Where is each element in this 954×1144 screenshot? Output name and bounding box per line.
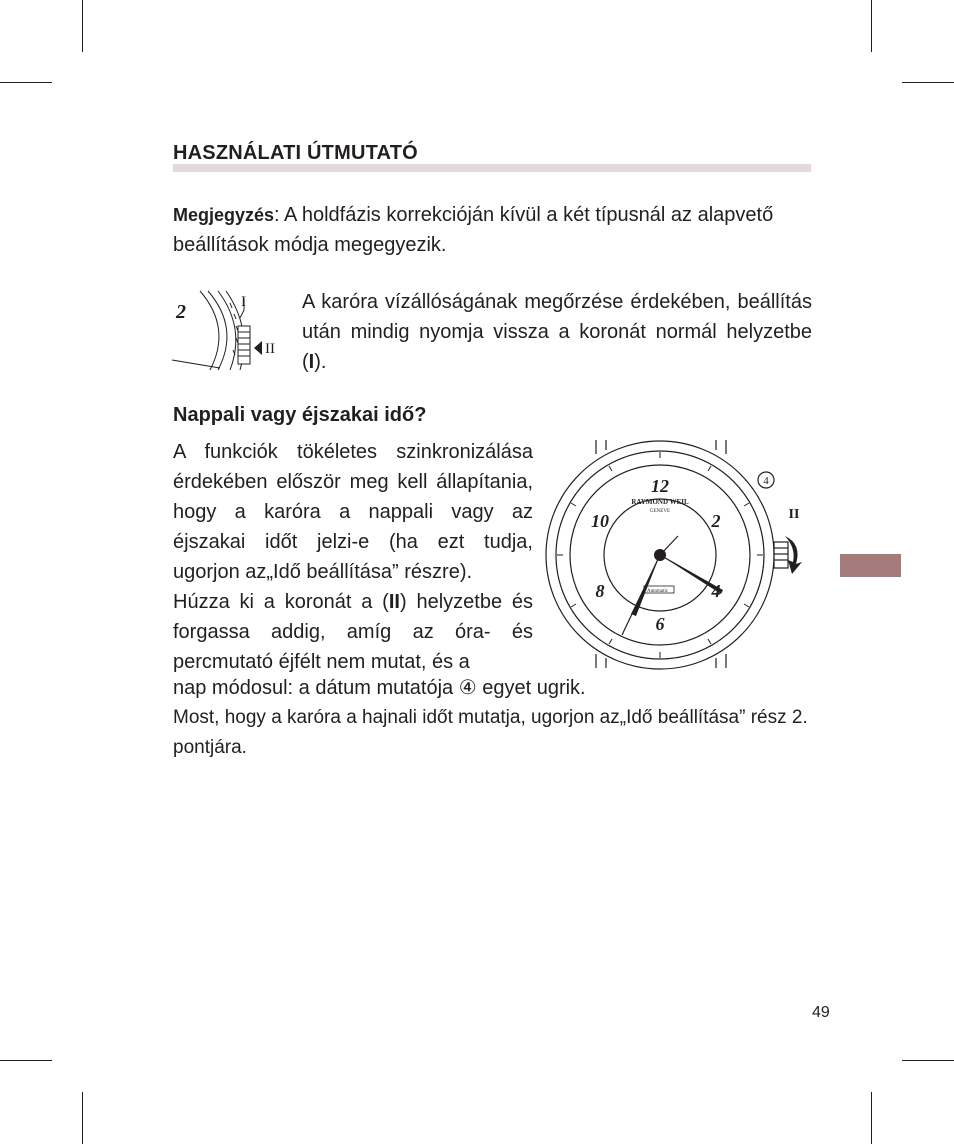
crop-mark: [0, 82, 52, 83]
watch-brand: RAYMOND WEIL: [631, 498, 689, 506]
heading-block: [173, 142, 811, 174]
section-paragraph-3: nap módosul: a dátum mutatója ④ egyet ugrik.: [173, 677, 586, 699]
crop-mark: [871, 1092, 872, 1144]
watch-numeral-6: 6: [655, 614, 665, 634]
crown-position-label-2: II: [265, 341, 275, 357]
heading-underline-bar: [173, 164, 811, 172]
section-title: Nappali vagy éjszakai idő?: [173, 404, 427, 426]
crop-mark: [82, 1092, 83, 1144]
crop-mark: [0, 1060, 52, 1061]
watch-callout-number: 4: [763, 475, 769, 487]
watch-numeral-4: 4: [711, 581, 721, 601]
crown-position-bold: I: [308, 351, 315, 373]
crop-mark: [902, 82, 954, 83]
watch-brand-sub: GENEVE: [650, 509, 670, 514]
crop-mark: [82, 0, 83, 52]
section-tab-marker: [840, 554, 901, 577]
crown-instruction-end: ).: [314, 351, 327, 373]
note-paragraph: [173, 200, 813, 260]
page-heading: HASZNÁLATI ÚTMUTATÓ: [173, 142, 418, 164]
crown-instruction-text: A karóra vízállóságának megőrzése érdekében, beállítás után mindig nyomja vissza a koronát normál helyzetbe (: [302, 291, 812, 373]
watch-crown-position: II: [788, 507, 800, 522]
watch-numeral-2: 2: [711, 511, 721, 531]
watch-illustration: [540, 440, 825, 672]
section-body: [173, 437, 533, 677]
watch-numeral-8: 8: [595, 581, 605, 601]
watch-auto-label: Automatic: [647, 589, 669, 594]
watch-numeral-12: 12: [651, 476, 669, 496]
crown-position-figure: [170, 288, 285, 374]
section-crown-position: II: [388, 591, 400, 613]
section-paragraph-4: Most, hogy a karóra a hajnali időt mutatja, ugorjon az„Idő beállítása” rész 2. pontjára.: [173, 707, 808, 758]
page-number: 49: [812, 1004, 830, 1021]
crown-instruction: [302, 287, 812, 377]
watch-numeral-10: 10: [591, 511, 609, 531]
section-paragraph-2-end: ) helyzetbe és forgassa addig, amíg az óra- és percmutató éjfélt nem mutat, és a: [173, 591, 534, 673]
crop-mark: [902, 1060, 954, 1061]
crown-position-label-1: I: [241, 294, 246, 310]
note-label: Megjegyzés: [173, 205, 275, 225]
section-paragraph-1: A funkciók tökéletes szinkronizálása érdekében először meg kell állapítania, hogy a karóra a nappali vagy az éjszakai időt jelzi-e (ha ezt tudja, ugorjon az„Idő beállítása” részre).: [173, 441, 533, 583]
note-text: : A holdfázis korrekcióján kívül a két típusnál az alapvető beállítások módja megegyezik.: [173, 204, 774, 256]
crop-mark: [871, 0, 872, 52]
section-paragraph-2-start: Húzza ki a koronát a (: [173, 591, 389, 613]
crown-figure-numeral: 2: [176, 301, 186, 323]
